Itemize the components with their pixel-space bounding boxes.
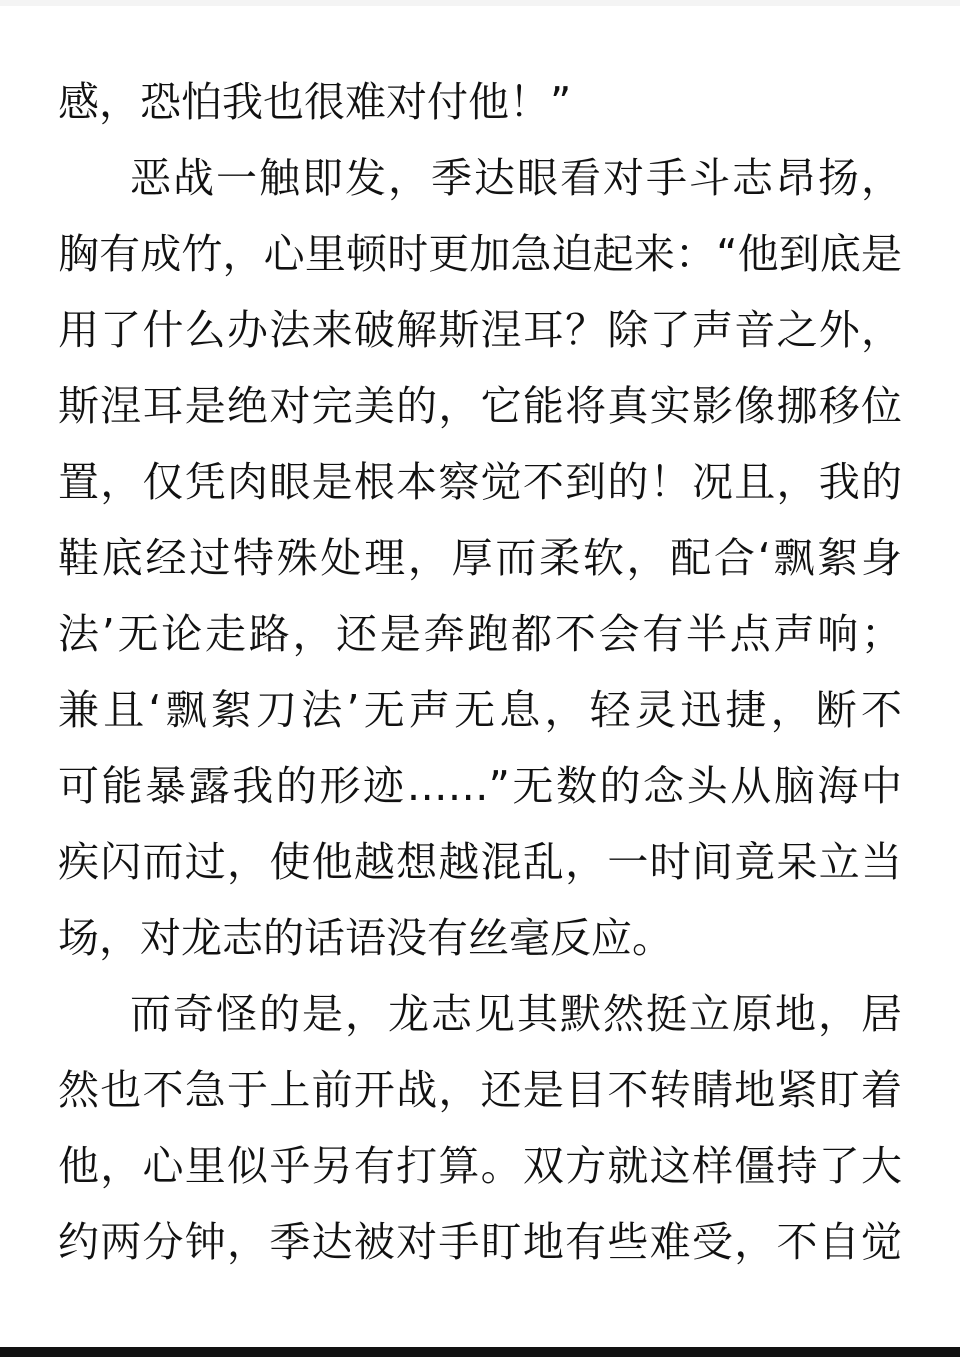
text-line: 置，仅凭肉眼是根本察觉不到的！况且，我的 [58, 458, 902, 506]
body-text [58, 64, 902, 1280]
text-line: 胸有成竹，心里顿时更加急迫起来：“他到底是 [58, 230, 902, 278]
text-line: 鞋底经过特殊处理，厚而柔软，配合‘飘絮身 [58, 534, 902, 582]
text-line: 场，对龙志的话语没有丝毫反应。 [58, 914, 673, 962]
text-line: 他，心里似乎另有打算。双方就这样僵持了大 [58, 1142, 902, 1190]
paragraph-start-line: 而奇怪的是，龙志见其默然挺立原地，居 [130, 990, 902, 1038]
text-line: 用了什么办法来破解斯涅耳？除了声音之外， [58, 306, 902, 354]
text-line: 然也不急于上前开战，还是目不转睛地紧盯着 [58, 1066, 902, 1114]
page-bottom-bar [0, 1347, 960, 1357]
page-top-edge [0, 0, 960, 6]
text-line: 可能暴露我的形迹……”无数的念头从脑海中 [58, 762, 902, 810]
text-line: 感，恐怕我也很难对付他！” [58, 78, 572, 126]
text-line: 疾闪而过，使他越想越混乱，一时间竟呆立当 [58, 838, 902, 886]
text-line: 兼且‘飘絮刀法’无声无息，轻灵迅捷，断不 [58, 686, 902, 734]
text-line: 约两分钟，季达被对手盯地有些难受，不自觉 [58, 1218, 902, 1266]
text-line: 斯涅耳是绝对完美的，它能将真实影像挪移位 [58, 382, 902, 430]
text-line: 法’无论走路，还是奔跑都不会有半点声响； [58, 610, 902, 658]
paragraph-start-line: 恶战一触即发，季达眼看对手斗志昂扬， [130, 154, 902, 202]
